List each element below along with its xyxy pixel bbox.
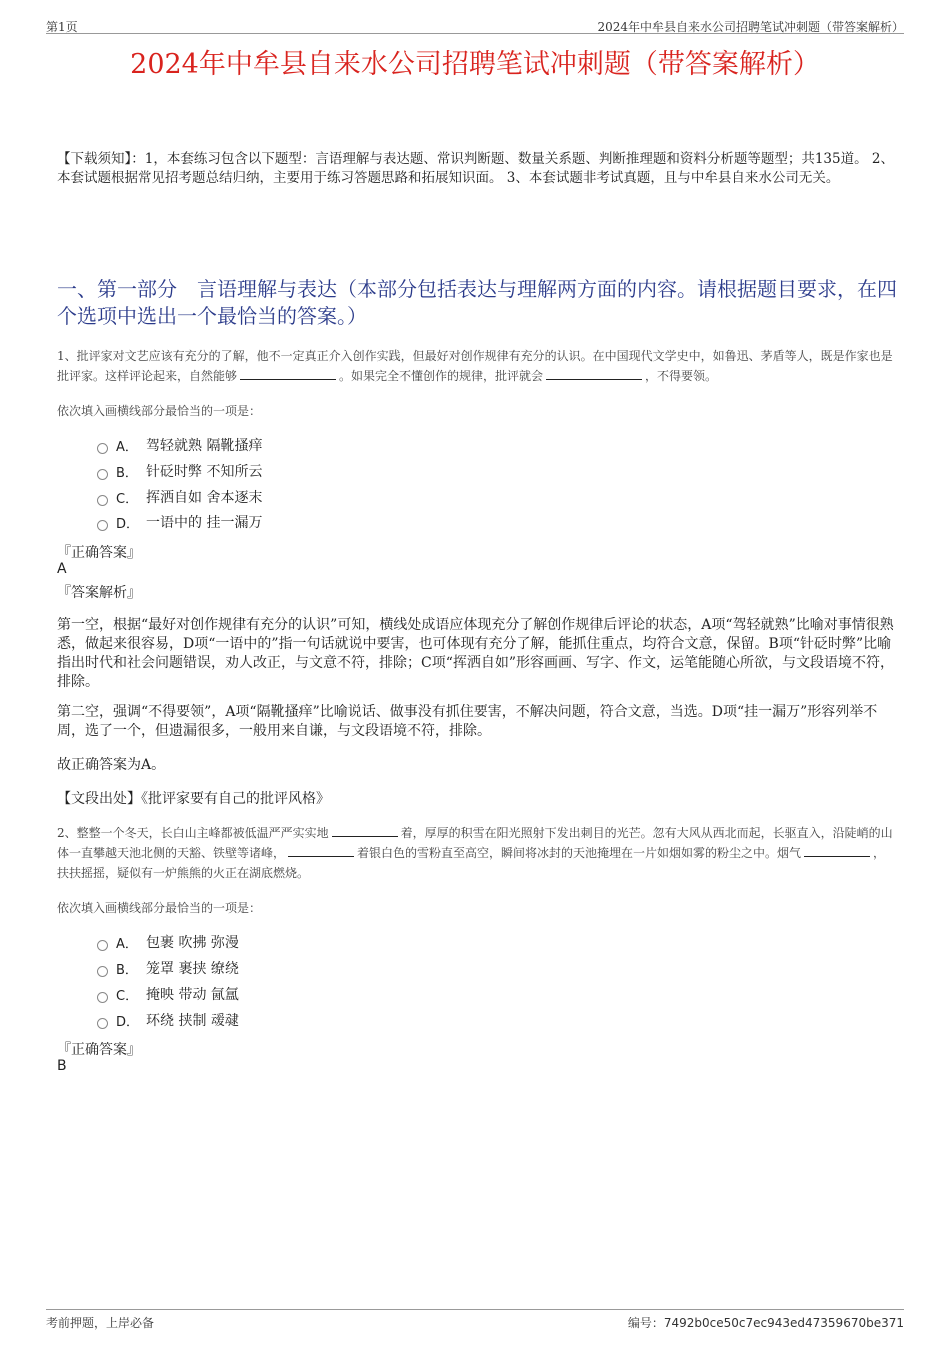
question-2-part1: 2、整整一个冬天，长白山主峰都被低温严严实实地 <box>57 826 329 840</box>
question-1-part2: 。如果完全不懂创作的规律，批评就会 <box>339 369 544 383</box>
answer-tag: 『正确答案』 <box>57 545 141 561</box>
option-label: B． <box>116 962 138 978</box>
option-text: 挥洒自如 舍本逐末 <box>146 490 263 506</box>
option-label: D． <box>116 1014 140 1030</box>
question-2-part4: ，扶扶摇摇，疑似有一炉熊熊的火正在湖底燃烧。 <box>57 846 886 880</box>
option-text: 针砭时弊 不知所云 <box>146 464 263 480</box>
blank <box>240 367 336 380</box>
option-label: C． <box>116 491 139 507</box>
option-label: A． <box>116 936 138 952</box>
question-1-text <box>57 346 897 386</box>
blank <box>804 844 870 857</box>
option-a[interactable] <box>97 435 262 455</box>
question-2-text <box>57 823 897 883</box>
option-c[interactable] <box>97 487 262 507</box>
question-2-part3: 着银白色的雪粉直至高空，瞬间将冰封的天池掩埋在一片如烟如雾的粉尘之中。烟气 <box>357 846 802 860</box>
option-label: B． <box>116 465 138 481</box>
radio-icon[interactable] <box>97 1018 108 1029</box>
option-c[interactable] <box>97 984 239 1004</box>
blank <box>546 367 642 380</box>
radio-icon[interactable] <box>97 469 108 480</box>
option-a[interactable] <box>97 932 239 952</box>
option-label: D． <box>116 516 140 532</box>
answer-value: A <box>57 561 67 577</box>
section-heading: 一、第一部分 言语理解与表达（本部分包括表达与理解两方面的内容。请根据题目要求，在四个选项中选出一个最恰当的答案。） <box>57 277 897 328</box>
option-text: 一语中的 挂一漏万 <box>146 515 263 531</box>
footer-slogan: 考前押题，上岸必备 <box>46 1316 155 1330</box>
option-label: A． <box>116 439 138 455</box>
question-1-part1: 1、批评家对文艺应该有充分的了解，他不一定真正介入创作实践，但最好对创作规律有充分的认识。在中国现代文学史中，如鲁迅、茅盾等人，既是作家也是批评家。这样评论起来，自然能够 <box>57 349 893 383</box>
analysis-conclusion: 故正确答案为A。 <box>57 757 166 773</box>
page-number: 第1页 <box>46 20 78 34</box>
radio-icon[interactable] <box>97 940 108 951</box>
header-doc-title: 2024年中牟县自来水公司招聘笔试冲刺题（带答案解析） <box>597 20 904 34</box>
footer-code <box>628 1314 904 1331</box>
question-2-prompt: 依次填入画横线部分最恰当的一项是： <box>57 901 262 915</box>
footer-divider <box>46 1309 904 1310</box>
footer-code-value: 7492b0ce50c7ec943ed47359670be371 <box>663 1316 904 1330</box>
option-d[interactable] <box>97 512 262 532</box>
option-b[interactable] <box>97 461 262 481</box>
question-2-part2: 着，厚厚的积雪在阳光照射下发出刺目的光芒。忽有大风从西北而起，长驱直入，沿陡峭的山体一直攀越天池北侧的天豁、铁壁等诸峰， <box>57 826 893 860</box>
question-1-part3: ，不得要领。 <box>645 369 718 383</box>
radio-icon[interactable] <box>97 443 108 454</box>
option-d[interactable] <box>97 1010 239 1030</box>
page-title: 2024年中牟县自来水公司招聘笔试冲刺题（带答案解析） <box>130 49 820 80</box>
option-label: C． <box>116 988 139 1004</box>
option-text: 笼罩 裹挟 缭绕 <box>146 961 239 977</box>
answer-tag: 『正确答案』 <box>57 1042 141 1058</box>
source-note: 【文段出处】《批评家要有自己的批评风格》 <box>57 791 330 807</box>
question-1-prompt: 依次填入画横线部分最恰当的一项是： <box>57 404 262 418</box>
option-text: 环绕 挟制 叆叇 <box>146 1013 239 1029</box>
radio-icon[interactable] <box>97 966 108 977</box>
radio-icon[interactable] <box>97 495 108 506</box>
analysis-paragraph-1: 第一空，根据“最好对创作规律有充分的认识”可知，横线处成语应体现充分了解创作规律后评论的状态，A项“驾轻就熟”比喻对事情很熟悉，做起来很容易，D项“一语中的”指一句话就说中要害，也可体现有充分了解，能抓住重点，均符合文意，保留。B项“针砭时弊”比喻指出时代和社会问题错误，劝人改正，与文意不符，排除；C项“挥洒自如”形容画画、写字、作文，运笔能随心所欲，与文段语境不符，排除。 <box>57 617 895 690</box>
footer-code-label: 编号： <box>627 1316 664 1330</box>
download-notice: 【下载须知】：1，本套练习包含以下题型：言语理解与表达题、常识判断题、数量关系题、判断推理题和资料分析题等题型；共135道。 2、本套试题根据常见招考题总结归纳，主要用于练习答题思路和拓展知识面。 3、本套试题非考试真题，且与中牟县自来水公司无关。 <box>57 151 894 186</box>
option-text: 驾轻就熟 隔靴搔痒 <box>146 438 263 454</box>
analysis-paragraph-2: 第二空，强调“不得要领”，A项“隔靴搔痒”比喻说话、做事没有抓住要害，不解决问题，符合文意，当选。D项“挂一漏万”形容列举不周，选了一个，但遗漏很多，一般用来自谦，与文段语境不符，排除。 <box>57 704 878 739</box>
blank <box>332 824 398 837</box>
option-text: 掩映 带动 氤氲 <box>146 987 239 1003</box>
radio-icon[interactable] <box>97 520 108 531</box>
radio-icon[interactable] <box>97 992 108 1003</box>
analysis-tag: 『答案解析』 <box>57 585 141 601</box>
header-divider <box>46 33 904 34</box>
option-b[interactable] <box>97 958 239 978</box>
option-text: 包裹 吹拂 弥漫 <box>146 935 239 951</box>
answer-value: B <box>57 1058 67 1074</box>
blank <box>288 844 354 857</box>
